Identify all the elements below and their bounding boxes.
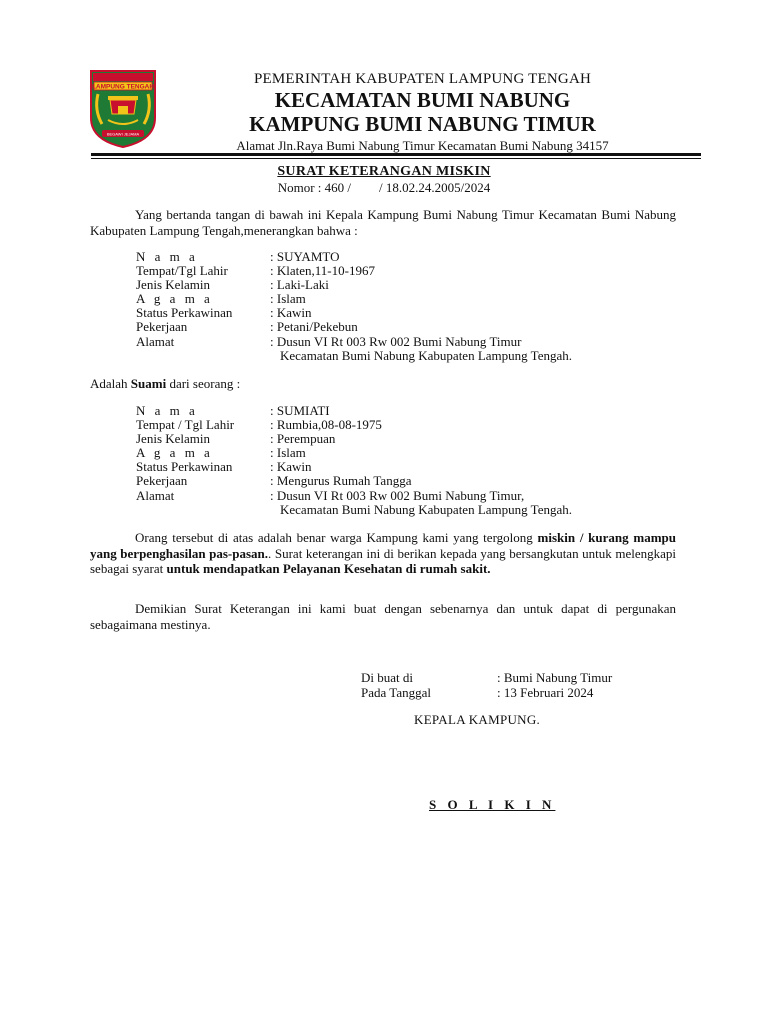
relation-suffix: dari seorang : <box>166 376 241 391</box>
field-label: Pekerjaan <box>136 473 188 489</box>
field-label: A g a m a <box>136 291 213 307</box>
field-label: Alamat <box>136 333 175 349</box>
field-row <box>136 404 572 418</box>
statement-emphasis-2: untuk mendapatkan Pelayanan Kesehatan di rumah sakit. <box>166 561 491 576</box>
field-row <box>136 250 572 264</box>
place-value: : Bumi Nabung Timur <box>497 670 613 685</box>
letterhead-divider-thin <box>91 158 701 159</box>
field-row <box>136 489 572 503</box>
logo-motto-text: BEGAWI JEJAMA <box>106 131 140 137</box>
statement-text-2: . Surat keterangan ini di berikan kepada yang bersangkutan untuk melengkapi sebagai syarat <box>90 545 676 576</box>
signature-details <box>361 671 612 700</box>
field-row <box>136 418 572 432</box>
person2-birth: : Rumbia,08-08-1975 <box>270 417 382 433</box>
field-label: Tempat / Tgl Lahir <box>136 417 235 433</box>
person1-marital-status: : Kawin <box>270 305 312 321</box>
person1-address: : Dusun VI Rt 003 Rw 002 Bumi Nabung Timur <box>270 333 522 349</box>
field-label: Alamat <box>136 487 175 503</box>
letter-number-prefix: Nomor : 460 / <box>277 180 352 195</box>
field-label: Status Perkawinan <box>136 459 233 475</box>
person1-birth: : Klaten,11-10-1967 <box>270 263 375 279</box>
person1-address-cont: Kecamatan Bumi Nabung Kabupaten Lampung Tengah. <box>280 347 572 363</box>
relation-word: Suami <box>130 376 167 391</box>
field-row <box>136 432 572 446</box>
field-label: N a m a <box>136 249 198 264</box>
person2-religion: : Islam <box>270 445 306 461</box>
statement-text-1: Orang tersebut di atas adalah benar warga Kampung kami yang tergolong <box>135 530 538 545</box>
field-row <box>136 335 572 349</box>
regency-logo-emblem <box>90 70 156 148</box>
field-row <box>136 306 572 320</box>
signer-name: S O L I K I N <box>429 797 556 812</box>
closing-paragraph <box>90 601 676 632</box>
field-label: Jenis Kelamin <box>136 277 211 293</box>
field-label: A g a m a <box>136 445 213 461</box>
person2-name: : SUMIATI <box>270 403 330 418</box>
letter-number <box>0 180 768 196</box>
letter-title: SURAT KETERANGAN MISKIN <box>277 164 491 179</box>
relation-line <box>90 376 676 392</box>
intro-paragraph <box>90 207 676 238</box>
person2-occupation: : Mengurus Rumah Tangga <box>270 473 412 489</box>
person1-gender: : Laki-Laki <box>270 277 329 293</box>
district-name: KECAMATAN BUMI NABUNG <box>274 88 571 112</box>
sig-row <box>361 686 612 701</box>
statement-emphasis-1: miskin / kurang mampu yang berpenghasilan pas-pasan. <box>90 530 676 561</box>
closing-text: Demikian Surat Keterangan ini kami buat dengan sebenarnya dan untuk dapat di pergunakan sebagaimana mestinya. <box>90 601 676 632</box>
field-label: Jenis Kelamin <box>136 431 211 447</box>
office-address: Alamat Jln.Raya Bumi Nabung Timur Kecamatan Bumi Nabung 34157 <box>236 138 609 153</box>
logo-banner-text: LAMPUNG TENGAH <box>91 83 155 91</box>
field-row <box>136 460 572 474</box>
field-label: Tempat/Tgl Lahir <box>136 263 228 279</box>
letterhead-divider-thick <box>91 153 701 156</box>
field-row <box>136 264 572 278</box>
letter-number-suffix: / 18.02.24.2005/2024 <box>379 180 491 195</box>
field-row <box>136 446 572 460</box>
intro-text: Yang bertanda tangan di bawah ini Kepala Kampung Bumi Nabung Timur Kecamatan Bumi Nabung Kabupaten Lampung Tengah,menerangkan bahwa : <box>90 207 676 238</box>
village-name: KAMPUNG BUMI NABUNG TIMUR <box>249 112 596 136</box>
person2-address: : Dusun VI Rt 003 Rw 002 Bumi Nabung Timur, <box>270 487 525 503</box>
person1-name: : SUYAMTO <box>270 249 340 264</box>
letterhead <box>175 70 670 154</box>
person1-religion: : Islam <box>270 291 306 307</box>
person1-occupation: : Petani/Pekebun <box>270 319 358 335</box>
field-row <box>136 278 572 292</box>
field-row <box>136 320 572 334</box>
place-label: Di buat di <box>361 670 413 685</box>
field-label: Status Perkawinan <box>136 305 233 321</box>
date-label: Pada Tanggal <box>361 684 431 700</box>
field-label: N a m a <box>136 403 198 418</box>
signer-position: KEPALA KAMPUNG. <box>414 712 541 727</box>
person1-details <box>136 250 572 363</box>
field-label: Pekerjaan <box>136 319 188 335</box>
field-row <box>136 292 572 306</box>
government-name: PEMERINTAH KABUPATEN LAMPUNG TENGAH <box>253 71 592 87</box>
relation-prefix: Adalah <box>90 376 131 391</box>
statement-paragraph <box>90 530 676 577</box>
date-value: : 13 Februari 2024 <box>497 684 594 700</box>
person2-gender: : Perempuan <box>270 431 336 447</box>
person2-address-cont: Kecamatan Bumi Nabung Kabupaten Lampung Tengah. <box>280 501 572 517</box>
sig-row <box>361 671 612 686</box>
person2-details <box>136 404 572 517</box>
person2-marital-status: : Kawin <box>270 459 312 475</box>
field-row <box>136 474 572 488</box>
